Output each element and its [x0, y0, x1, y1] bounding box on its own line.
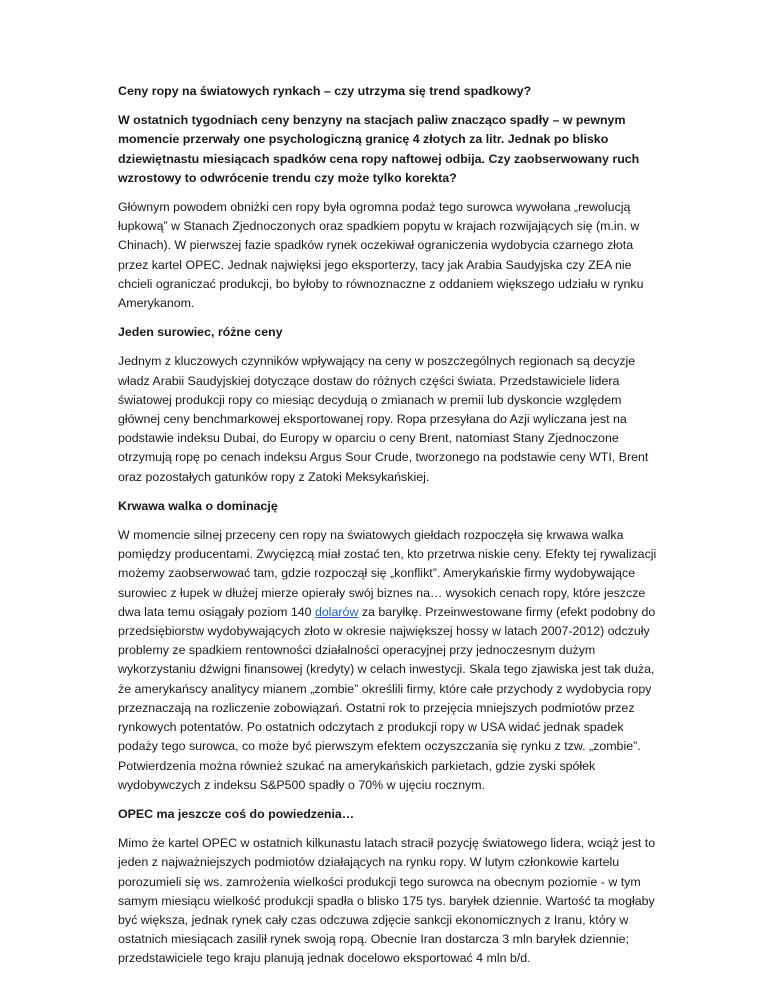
paragraph-saudi-pricing: Jednym z kluczowych czynników wpływający na ceny w poszczególnych regionach są decyzje władz Arabii Saudyjskiej dotyczące dostaw do różnych części świata. Przedstawiciele lidera światowej produkcji ropy co miesiąc decydują o zmianach w premii lub dyskoncie względem głównej ceny benchmarkowej eksportowanej ropy. Ropa przesyłana do Azji wyliczana jest na podstawie indeksu Dubai, do Europy w oparciu o ceny Brent, natomiast Stany Zjednoczone otrzymują ropę po cenach indeksu Argus Sour Crude, tworzonego na podstawie ceny WTI, Brent oraz pozostałych gatunków ropy z Zatoki Meksykańskiej.: [118, 354, 649, 484]
section-heading-opec: OPEC ma jeszcze coś do powiedzenia…: [118, 806, 355, 821]
paragraph-opec: Mimo że kartel OPEC w ostatnich kilkunastu latach stracił pozycję światowego lidera, wciąż jest to jeden z najważniejszych podmiotów działających na rynku ropy. W lutym członkowie kartelu porozumieli się ws. zamrożenia wielkości produkcji tego surowca na obecnym poziomie - w tym samym miesiącu wielkość produkcji spadła o blisko 175 tys. baryłek dziennie. Wartość ta mogłaby być większa, jednak rynek cały czas odczuwa zdjęcie sankcji ekonomicznych z Iranu, który w ostatnich miesiącach zasilił rynek swoją ropą. Obecnie Iran dostarcza 3 mln baryłek dziennie; przedstawiciele tego kraju planują jednak docelowo eksportować 4 mln b/d.: [118, 836, 656, 966]
document-page: [118, 82, 658, 979]
lead-paragraph: W ostatnich tygodniach ceny benzyny na stacjach paliw znacząco spadły – w pewnym momencie przerwały one psychologiczną granicę 4 złotych za litr. Jednak po blisko dziewiętnastu miesiącach spadków cena ropy naftowej odbija. Czy zaobserwowany ruch wzrostowy to odwrócenie trendu czy może tylko korekta?: [118, 113, 640, 185]
dollars-link[interactable]: dolarów: [315, 604, 359, 619]
section-heading-one-commodity: Jeden surowiec, różne ceny: [118, 325, 283, 340]
section-heading-bloody-battle: Krwawa walka o dominację: [118, 498, 278, 513]
document-title: Ceny ropy na światowych rynkach – czy utrzyma się trend spadkowy?: [118, 84, 532, 98]
paragraph-text-end: za baryłkę. Przeinwestowane firmy (efekt podobny do przedsiębiorstw wydobywających złoto w okresie największej hossy w latach 2007-2012) odczuły problemy ze spadkiem rentowności działalności operacyjnej przy jednoczesnym dużym wykorzystaniu dźwigni finansowej (kredyty) w celach inwestycji. Skala tego zjawiska jest tak duża, że amerykańscy analitycy mianem „zombie” określili firmy, które całe przychody z wydobycia ropy przeznaczają na rozliczenie zobowiązań. Ostatni rok to przejęcia mniejszych podmiotów przez rynkowych potentatów. Po ostatnich odczytach z produkcji ropy w USA widać jednak spadek podaży tego surowca, co może być pierwszym efektem oczyszczania się rynku z tzw. „zombie”. Potwierdzenia można również szukać na amerykańskich parkietach, gdzie zyski spółek wydobywczych z indeksu S&P500 spadły o 70% w ujęciu rocznym.: [118, 604, 656, 792]
paragraph-shale-revolution: Głównym powodem obniżki cen ropy była ogromna podaż tego surowca wywołana „rewolucją łupkową” w Stanach Zjednoczonych oraz spadkiem popytu w krajach rozwijających się (m.in. w Chinach). W pierwszej fazie spadków rynek oczekiwał ograniczenia wydobycia czarnego złota przez kartel OPEC. Jednak najwięksi jego eksporterzy, tacy jak Arabia Saudyjska czy ZEA nie chcieli ograniczać produkcji, bo byłoby to równoznaczne z oddaniem większego udziału w rynku Amerykanom.: [118, 200, 644, 311]
paragraph-text-start: W momencie silnej przeceny cen ropy na światowych giełdach rozpoczęła się krwawa walka pomiędzy producentami. Zwycięzcą miał zostać ten, kto przetrwa niskie ceny. Efekty tej rywalizacji możemy zaobserwować tam, gdzie rozpoczął się „konflikt”. Amerykańskie firmy wydobywające surowiec z łupek w dłużej mierze opierały swój biznes na… wysokich cenach ropy, które jeszcze dwa lata temu osiągały poziom 140: [118, 528, 657, 619]
paragraph-producers-battle: [118, 526, 658, 795]
